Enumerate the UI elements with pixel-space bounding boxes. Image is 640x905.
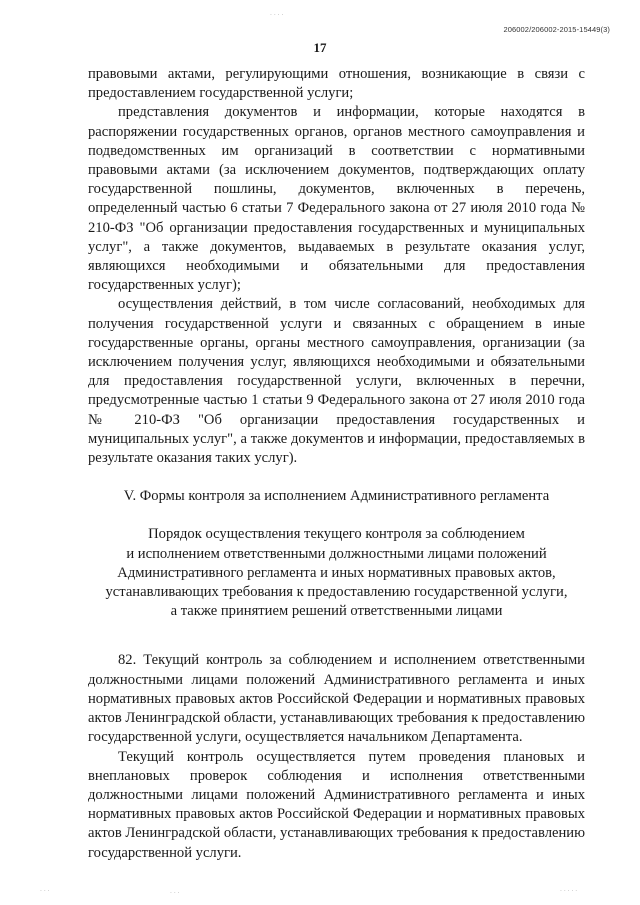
scan-artifact: · · · · (270, 12, 284, 19)
subsection-title (88, 525, 585, 621)
paragraph-actions: осуществления действий, в том числе согласований, необходимых для получения государственной услуги и связанных с обращением в иные государственные органы, органы местного самоуправления, организации (за исключением получения услуг, являющихся необходимыми и обязательными для предоставления государственной услуги, включенных в перечни, предусмотренные частью 1 статьи 9 Федерального закона от 27 июля 2010 года № 210-ФЗ "Об организации предоставления государственных и муниципальных услуг", а также документов и информации, предоставляемых в результате оказания таких услуг). (88, 296, 585, 467)
document-id: 206002/206002-2015-15449(3) (503, 25, 610, 34)
scan-artifact: · · · (170, 890, 180, 897)
subsection-title-line: Административного регламента и иных нормативных правовых актов, (117, 564, 556, 581)
subsection-title-line: и исполнением ответственными должностными лицами положений (126, 545, 547, 562)
paragraph-current-control: Текущий контроль осуществляется путем проведения плановых и внеплановых проверок соблюдения и исполнения ответственными должностными лицами положений Административного регламента и иных нормативных правовых актов Российской Федерации и нормативных правовых актов Ленинградской области, устанавливающих требования к предоставлению государственной услуги. (88, 748, 585, 861)
scan-artifact: · · · · · (560, 888, 578, 895)
paragraph-documents: представления документов и информации, которые находятся в распоряжении государственных органов, органов местного самоуправления и подведомственных им организаций в соответствии с нормативными правовыми актами (за исключением документов, подтверждающих оплату государственной пошлины, документов, включенных в перечень, определенный частью 6 статьи 7 Федерального закона от 27 июля 2010 года № 210-ФЗ "Об организации предоставления государственных и муниципальных услуг", а также документов, выдаваемых в результате оказания услуг, являющихся необходимыми и обязательными для предоставления государственных услуг); (88, 104, 585, 294)
scan-artifact: · · · (40, 888, 50, 895)
document-body (88, 65, 585, 863)
subsection-title-line: а также принятием решений ответственными лицами (170, 603, 503, 620)
page-number: 17 (313, 40, 327, 55)
section-title: V. Формы контроля за исполнением Административного регламента (123, 488, 550, 505)
subsection-title-line: устанавливающих требования к предоставлению государственной услуги, (105, 584, 568, 601)
subsection-title-line: Порядок осуществления текущего контроля за соблюдением (148, 526, 525, 543)
paragraph-legal-acts: правовыми актами, регулирующими отношения, возникающие в связи с предоставлением государственной услуги; (88, 66, 585, 102)
paragraph-82: 82. Текущий контроль за соблюдением и исполнением ответственными должностными лицами положений Административного регламента и иных нормативных правовых актов Российской Федерации и нормативных правовых актов Ленинградской области, устанавливающих требования к предоставлению государственной услуги, осуществляется начальником Департамента. (88, 652, 585, 746)
